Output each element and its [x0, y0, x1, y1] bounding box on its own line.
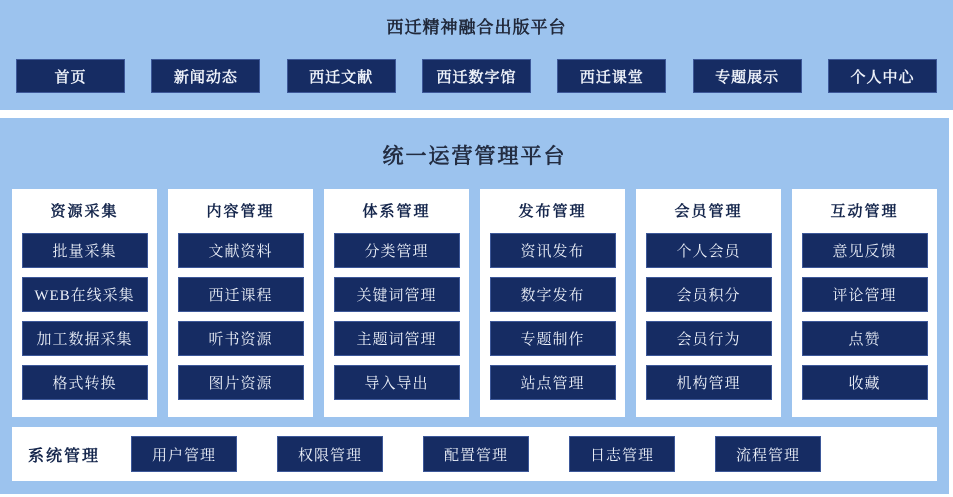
- system-management-label: 系统管理: [28, 447, 101, 465]
- card-title: 互动管理: [830, 204, 899, 220]
- import-export-button[interactable]: 导入导出: [334, 365, 460, 400]
- portal-nav: [0, 59, 953, 93]
- site-management-button[interactable]: 站点管理: [490, 365, 616, 400]
- card-resource-collection: [12, 189, 157, 417]
- card-publishing-management: [480, 189, 625, 417]
- member-behavior-button[interactable]: 会员行为: [646, 321, 772, 356]
- individual-member-button[interactable]: 个人会员: [646, 233, 772, 268]
- nav-home-button[interactable]: 首页: [16, 59, 125, 93]
- operations-panel: [0, 118, 951, 494]
- system-management-bar: [12, 427, 937, 481]
- configuration-management-button[interactable]: 配置管理: [423, 436, 529, 472]
- permission-management-button[interactable]: 权限管理: [277, 436, 383, 472]
- nav-news-button[interactable]: 新闻动态: [151, 59, 260, 93]
- log-management-button[interactable]: 日志管理: [569, 436, 675, 472]
- module-cards-row: [0, 189, 949, 417]
- subject-term-management-button[interactable]: 主题词管理: [334, 321, 460, 356]
- card-title: 内容管理: [206, 204, 275, 220]
- user-management-button[interactable]: 用户管理: [131, 436, 237, 472]
- card-title: 资源采集: [50, 204, 119, 220]
- batch-collection-button[interactable]: 批量采集: [22, 233, 148, 268]
- document-materials-button[interactable]: 文献资料: [178, 233, 304, 268]
- workflow-management-button[interactable]: 流程管理: [715, 436, 821, 472]
- portal-header: [0, 0, 953, 110]
- card-title: 发布管理: [518, 204, 587, 220]
- section-divider: [0, 110, 953, 118]
- nav-personal-center-button[interactable]: 个人中心: [828, 59, 937, 93]
- card-content-management: [168, 189, 313, 417]
- card-taxonomy-management: [324, 189, 469, 417]
- category-management-button[interactable]: 分类管理: [334, 233, 460, 268]
- web-online-collection-button[interactable]: WEB在线采集: [22, 277, 148, 312]
- nav-special-topics-button[interactable]: 专题展示: [693, 59, 802, 93]
- special-topic-production-button[interactable]: 专题制作: [490, 321, 616, 356]
- operations-panel-title: 统一运营管理平台: [382, 144, 567, 168]
- audiobook-resources-button[interactable]: 听书资源: [178, 321, 304, 356]
- card-title: 会员管理: [674, 204, 743, 220]
- processed-data-collection-button[interactable]: 加工数据采集: [22, 321, 148, 356]
- keyword-management-button[interactable]: 关键词管理: [334, 277, 460, 312]
- news-publishing-button[interactable]: 资讯发布: [490, 233, 616, 268]
- organization-management-button[interactable]: 机构管理: [646, 365, 772, 400]
- card-interaction-management: [792, 189, 937, 417]
- nav-classroom-button[interactable]: 西迁课堂: [557, 59, 666, 93]
- format-conversion-button[interactable]: 格式转换: [22, 365, 148, 400]
- xiqian-courses-button[interactable]: 西迁课程: [178, 277, 304, 312]
- digital-publishing-button[interactable]: 数字发布: [490, 277, 616, 312]
- page-title: 西迁精神融合出版平台: [386, 18, 567, 37]
- nav-digital-museum-button[interactable]: 西迁数字馆: [422, 59, 531, 93]
- card-member-management: [636, 189, 781, 417]
- card-title: 体系管理: [362, 204, 431, 220]
- favorites-button[interactable]: 收藏: [802, 365, 928, 400]
- feedback-button[interactable]: 意见反馈: [802, 233, 928, 268]
- comment-management-button[interactable]: 评论管理: [802, 277, 928, 312]
- nav-documents-button[interactable]: 西迁文献: [287, 59, 396, 93]
- member-points-button[interactable]: 会员积分: [646, 277, 772, 312]
- image-resources-button[interactable]: 图片资源: [178, 365, 304, 400]
- likes-button[interactable]: 点赞: [802, 321, 928, 356]
